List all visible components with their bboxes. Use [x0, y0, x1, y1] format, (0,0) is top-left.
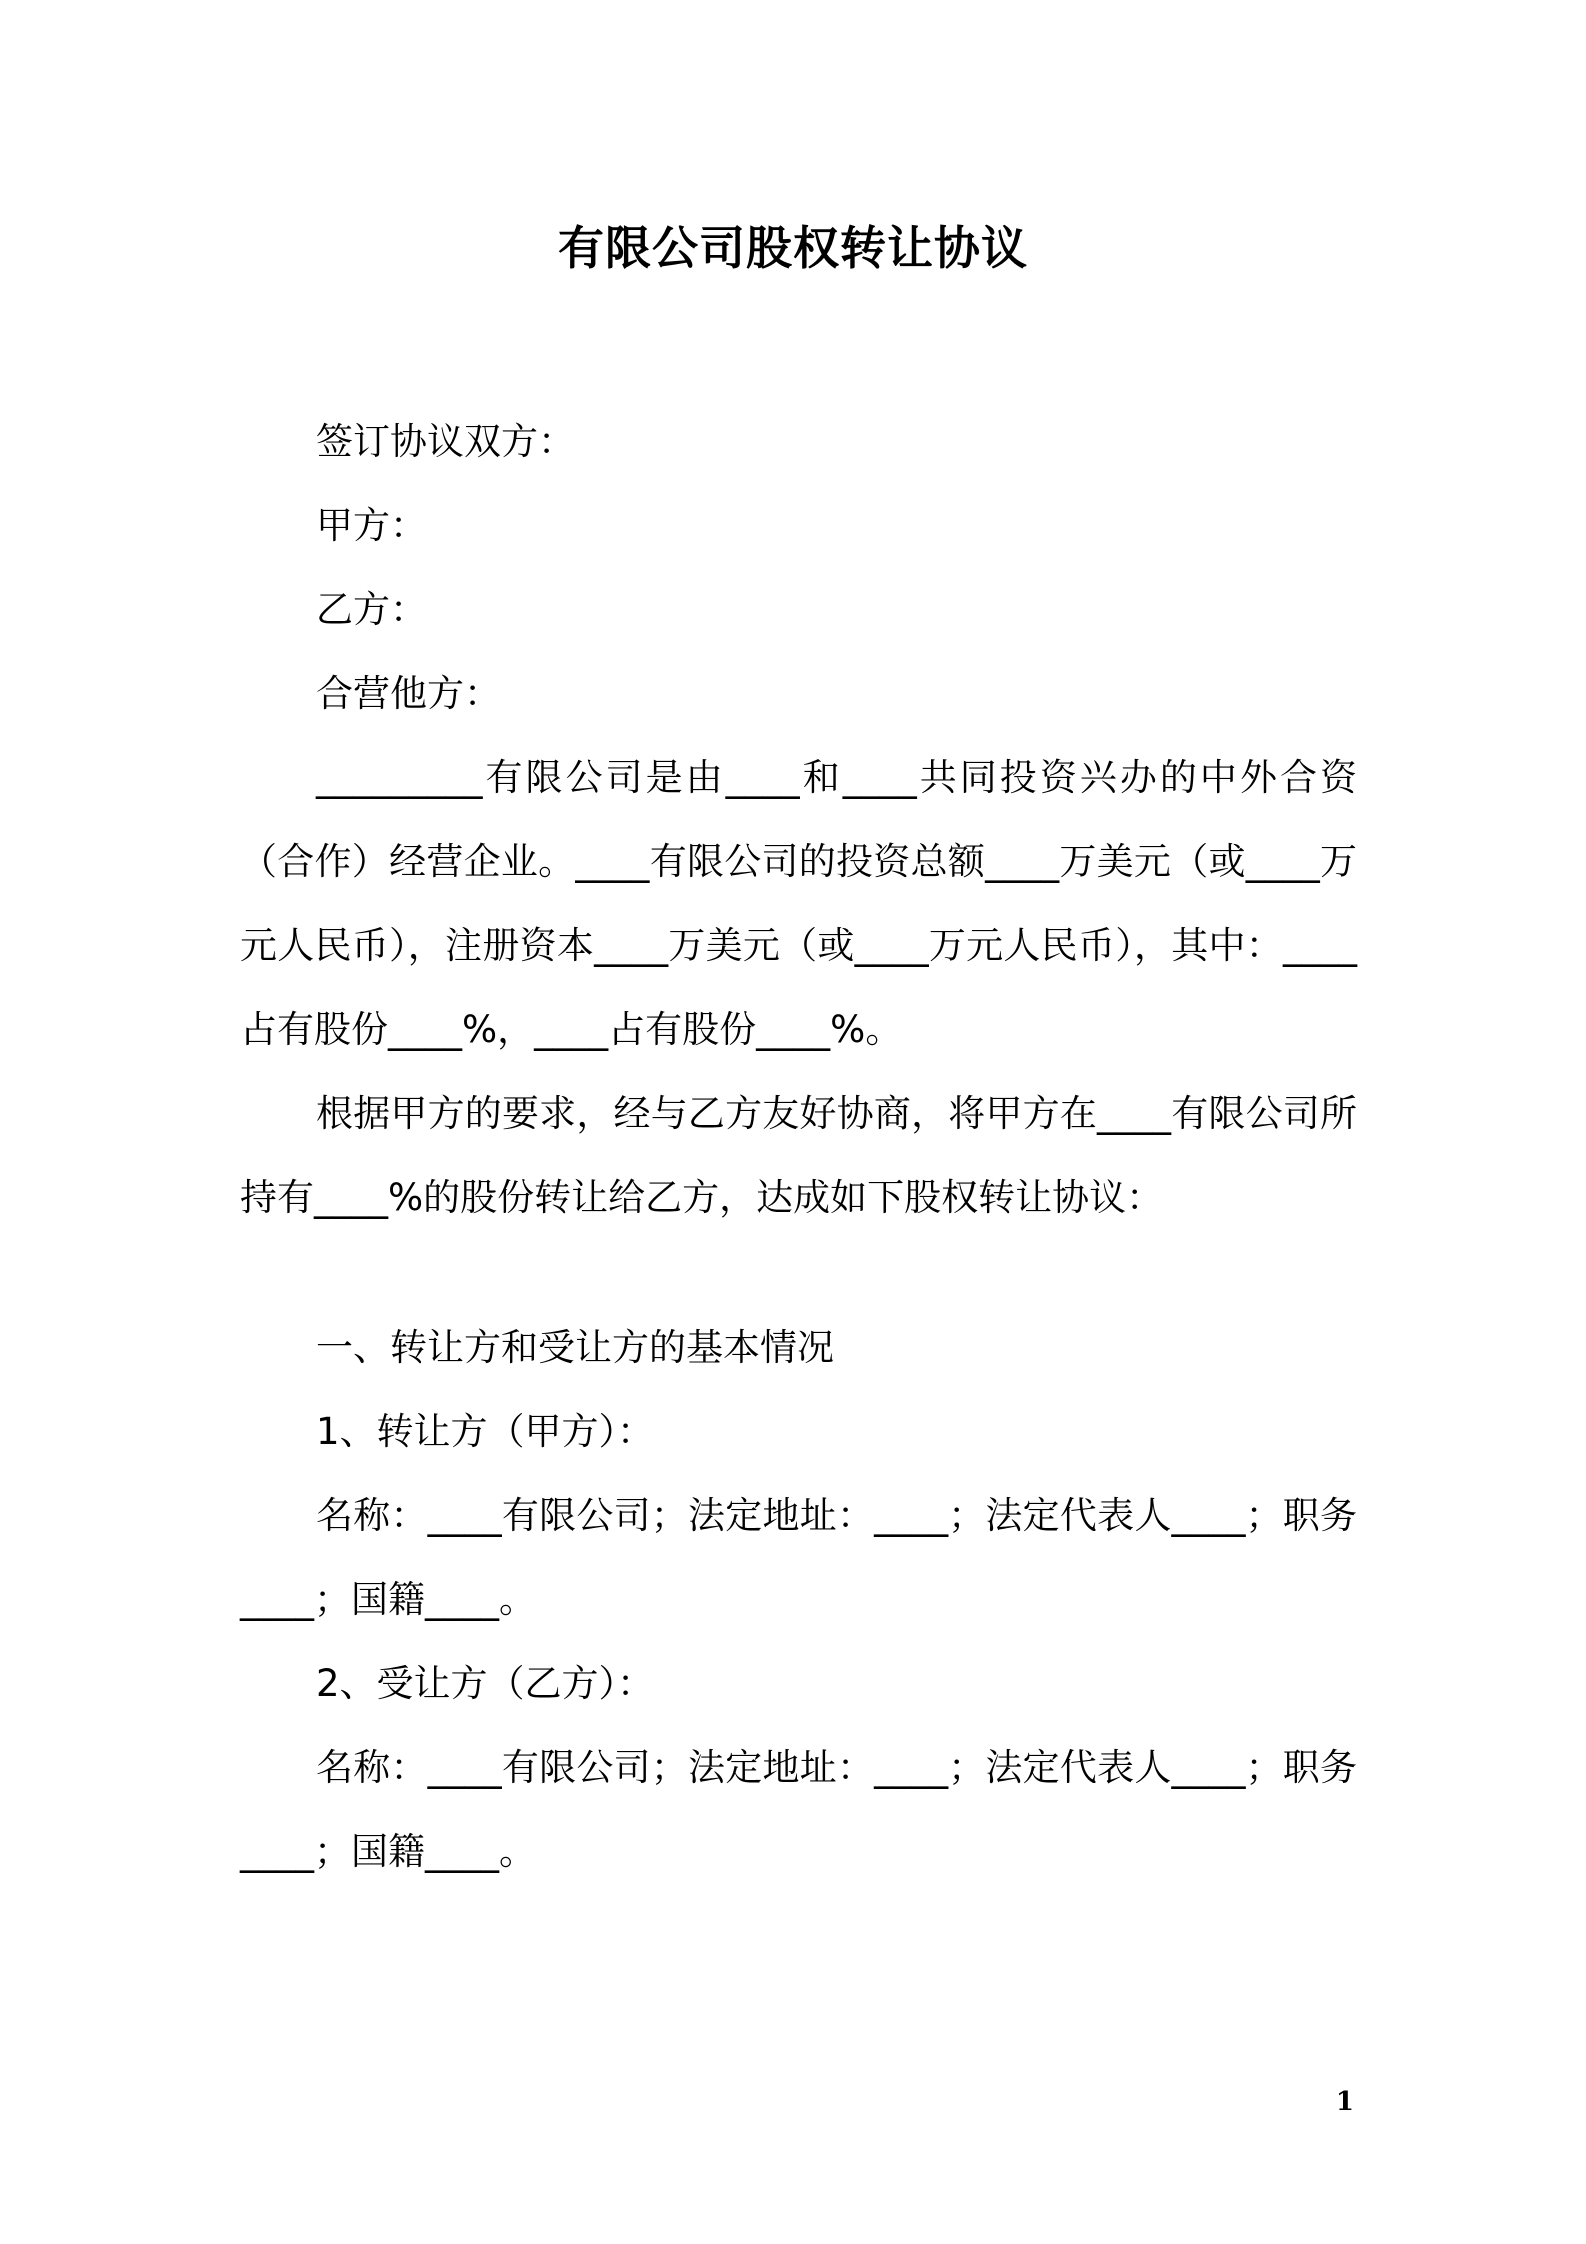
section-heading-1: 一、转让方和受让方的基本情况 [316, 1326, 834, 1369]
paragraph-transferor-details: 名称：____有限公司；法定地址：____；法定代表人____；职务____；国籍____。 [240, 1494, 1357, 1621]
paragraph-other-party: 合营他方： [316, 672, 501, 715]
document-title: 有限公司股权转让协议 [558, 221, 1028, 275]
paragraph-signing-parties: 签订协议双方： [316, 420, 575, 463]
document-body [240, 400, 1357, 1894]
paragraph-party-b: 乙方： [316, 588, 427, 631]
section-gap [240, 1240, 1357, 1306]
paragraph-agreement-basis: 根据甲方的要求，经与乙方友好协商，将甲方在____有限公司所持有____%的股份转让给乙方，达成如下股权转让协议： [240, 1092, 1357, 1219]
paragraph-transferee-details: 名称：____有限公司；法定地址：____；法定代表人____；职务____；国籍____。 [240, 1746, 1357, 1873]
subheading-transferee: 2、受让方（乙方）： [316, 1662, 655, 1705]
paragraph-party-a: 甲方： [316, 504, 427, 547]
page-number: 1 [1335, 2087, 1354, 2117]
subheading-transferor: 1、转让方（甲方）： [316, 1410, 655, 1453]
paragraph-company-intro: _________有限公司是由____和____共同投资兴办的中外合资（合作）经营企业。____有限公司的投资总额____万美元（或____万元人民币），注册资本____万美元（或____万元人民币），其中：____占有股份____%，____占有股份____%。 [240, 756, 1357, 1051]
